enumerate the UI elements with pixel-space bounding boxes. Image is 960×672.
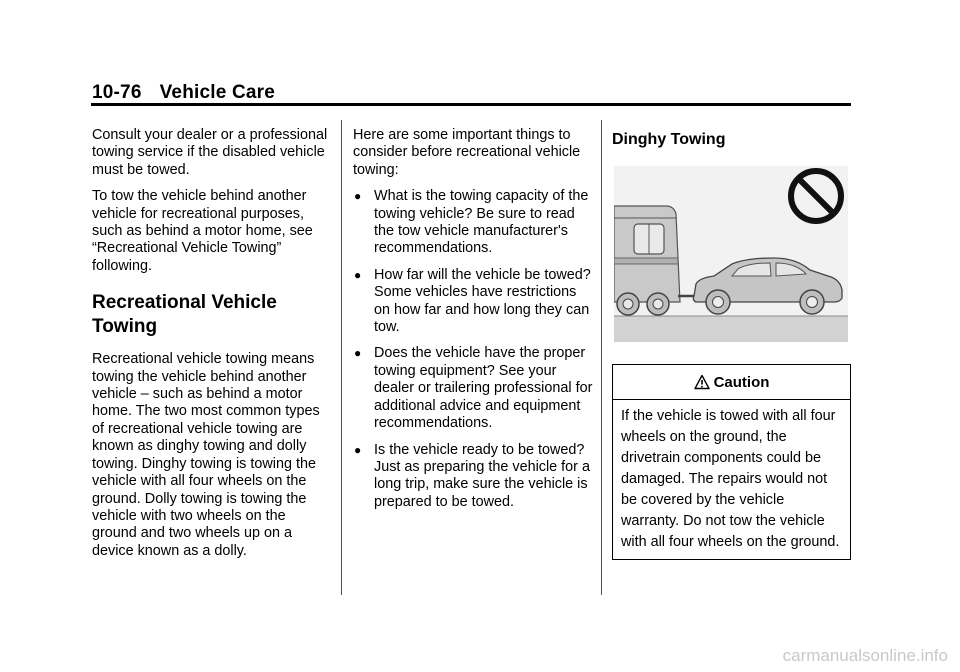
heading-recreational-vehicle-towing: Recreational Vehicle Towing [92,292,277,338]
paragraph-recreational-intro: To tow the vehicle behind another vehicle for recreational purposes, such as behind a motor home, see “Recreational Vehicle Towing” following. [92,188,313,274]
column-right [612,127,852,150]
considerations-list [353,188,593,511]
column-divider-2 [601,120,602,595]
paragraph-consult-dealer: Consult your dealer or a professional towing service if the disabled vehicle must be towed. [92,127,328,178]
bullet-icon: ● [354,442,362,457]
warning-icon [694,374,710,390]
bullet-icon: ● [354,189,362,204]
paragraph-considerations-intro: Here are some important things to consider before recreational vehicle towing: [353,127,581,178]
list-item: ● Does the vehicle have the proper towing equipment? See your dealer or trailering professional for additional advice and equipment recommendations. [354,345,593,432]
column-middle [353,127,593,520]
page-number: 10-76 [92,82,142,103]
section-title: Vehicle Care [159,82,276,103]
paragraph-towing-types: Recreational vehicle towing means towing the vehicle behind another vehicle – such as behind a motor home. The two most common types of recreational vehicle towing are known as dinghy towing and dolly towing. Dinghy towing is towing the vehicle with all four wheels on the ground. Dolly towing is towing the vehicle with two wheels on the ground and two wheels up on a device known as a dolly. [92,351,320,559]
column-divider-1 [341,120,342,595]
watermark[interactable]: carmanualsonline.info [782,646,948,665]
list-item: ● What is the towing capacity of the towing vehicle? Be sure to read the tow vehicle manufacturer's recommendations. [354,188,589,257]
list-item: ● Is the vehicle ready to be towed? Just as preparing the vehicle for a long trip, make sure the vehicle is prepared to be towed. [354,441,590,510]
caution-box [612,364,851,560]
bullet-icon: ● [354,346,362,361]
caution-text: If the vehicle is towed with all four wheels on the ground, the drivetrain components could be damaged. The repairs would not be covered by the vehicle warranty. Do not tow the vehicle with all four wheels on the ground. [621,408,840,550]
list-item: ● How far will the vehicle be towed? Some vehicles have restrictions on how far and how long they can tow. [354,266,591,336]
caution-title: Caution [713,373,770,391]
column-left [92,127,332,569]
dinghy-towing-illustration [614,166,848,342]
header-rule [91,103,851,106]
heading-dinghy-towing: Dinghy Towing [612,131,726,148]
bullet-icon: ● [354,267,362,282]
caution-header [613,365,850,400]
motor-home-icon [614,206,680,315]
page-header [92,82,275,104]
